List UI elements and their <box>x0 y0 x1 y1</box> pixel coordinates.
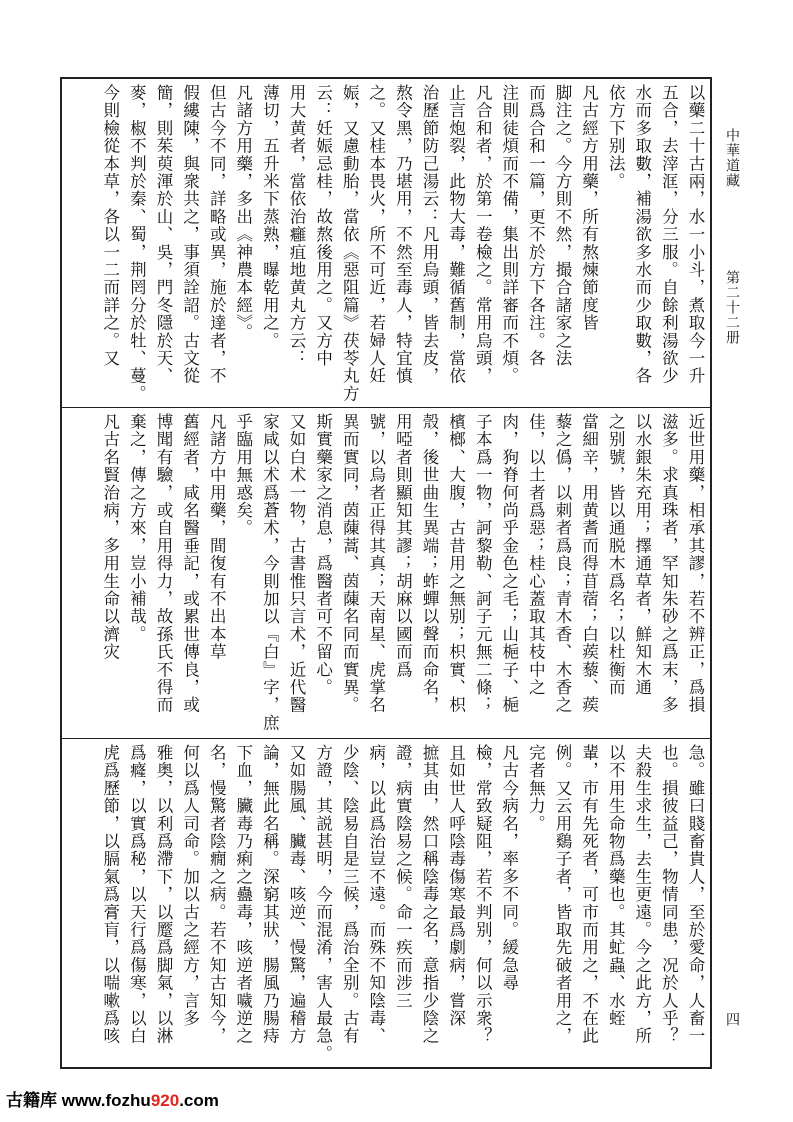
text-column: 當細辛，用黄耆而得苜蓿；白蒺藜、蒺 <box>579 413 599 714</box>
text-column: 少陰、陰易自是三候，爲治全别。古有 <box>340 744 360 1045</box>
book-title: 中華道藏 <box>724 128 740 188</box>
text-column: 治歷節防己湯云：凡用烏頭，皆去皮， <box>420 84 439 385</box>
text-column: 凡諸方中用藥，間復有不出本草 <box>207 413 227 661</box>
text-column: 也。損彼益己，物情同患，况於人乎？ <box>659 744 679 1045</box>
text-column: 以藥二十古兩，水一小斗，煮取今一升 <box>686 84 705 385</box>
site-footer <box>6 1086 219 1111</box>
text-column: 爲癃，以實爲秘，以天行爲傷寒，以白 <box>127 744 147 1045</box>
text-column: 娠，又慮動胎，當依《惡阻篇》茯苓丸方 <box>340 84 360 403</box>
text-column: 雅奥，以利爲滯下，以蹷爲脚氣，以淋 <box>154 744 173 1045</box>
text-column: 近世用藥，相承其謬，若不辨正，爲損 <box>686 413 705 714</box>
text-column: 之别號，皆以通脱木爲名；以杜衡而 <box>606 413 626 697</box>
text-column: 五合，去滓洭，分三服。自餘利湯欲少 <box>659 84 679 385</box>
text-column: 又如白术一物，古書惟只言术，近代醫 <box>287 413 306 714</box>
band-divider-1 <box>62 407 710 408</box>
text-column: 但古今不同，詳略或異，施於達者，不 <box>207 84 227 385</box>
band-divider-2 <box>62 738 710 739</box>
text-column: 以水銀朱充用；擇通草者，鮮知木通 <box>632 413 652 697</box>
text-column: 棄之，傳之方來，豈小補哉。 <box>127 413 147 644</box>
text-column: 熬令黑，乃堪用，不然至毒人，特宜慎 <box>393 84 413 385</box>
text-column: 例。又云用鷄子者，皆取先破者用之， <box>553 744 572 1045</box>
text-column: 名，慢驚者陰癇之病。若不知古知今， <box>207 744 227 1045</box>
text-column: 云：妊娠忌桂，故熬後用之。又方中 <box>313 84 333 368</box>
text-column: 博聞有驗，或自用得力，故孫氏不得而 <box>154 413 173 714</box>
text-column: 薄切，五升米下蒸熟，曝乾用之。 <box>260 84 280 350</box>
text-column: 凡古今病名，率多不同。緩急尋 <box>499 744 519 992</box>
text-column: 檳榔、大腹，古昔用之無别；枳實、枳 <box>446 413 466 714</box>
url-prefix: www.fozhu <box>61 1091 151 1110</box>
text-column: 斯實藥家之消息，爲醫者可不留心。 <box>313 413 333 697</box>
text-column: 凡古經方用藥，所有熬煉節度皆 <box>579 84 599 332</box>
text-column: 完者無力。 <box>526 744 546 833</box>
text-column: 證，病實陰易之候。命一疾而涉三 <box>393 744 413 1010</box>
text-column: 肉，狗脊何尚乎金色之毛；山梔子、梔 <box>499 413 519 714</box>
text-column: 夫殺生求生，去生更遠。今之此方，所 <box>632 744 652 1045</box>
text-column: 輩，市有先死者，可市而用之，不在此 <box>579 744 599 1045</box>
text-column: 凡諸方用藥，多出《神農本經》。 <box>233 84 253 342</box>
text-column: 虎爲歷節，以膈氣爲膏肓，以喘嗽爲咳 <box>100 744 120 1045</box>
text-column: 家咸以术爲蒼术，今則加以『白』字，庶 <box>260 413 280 732</box>
text-column: 佳，以土者爲惡；桂心蓋取其枝中之 <box>526 413 546 697</box>
text-column: 異而實同，茵蔯蒿、茵蔯名同而實異。 <box>340 413 360 714</box>
text-column: 又如腸風、臟毒、咳逆、慢驚，遍稽方 <box>287 744 306 1045</box>
text-column: 水而多取數，補湯欲多水而少取數，各 <box>632 84 652 385</box>
text-column: 麥，椒不判於秦、蜀，荆罔分於牡、蔓。 <box>127 84 147 403</box>
volume-label: 第二十二册 <box>724 270 740 345</box>
text-column: 檢，常致疑阻，若不判别，何以示衆？ <box>473 744 493 1045</box>
text-column: 舊經者，咸名醫垂記，或累世傳良，或 <box>180 413 200 714</box>
text-column: 脚注之。今方則不然，撮合諸家之法 <box>553 84 572 368</box>
url-suffix: .com <box>179 1091 219 1110</box>
text-column: 止言炮裂，此物大毒，難循舊制，當依 <box>446 84 466 385</box>
text-column: 今則檢從本草，各以一二而詳之。又 <box>100 84 120 368</box>
text-column: 之。又桂本畏火，所不可近，若婦人妊 <box>366 84 386 385</box>
text-column: 乎臨用無惑矣。 <box>233 413 253 537</box>
text-column: 注則徒煩而不備，集出則詳審而不煩。 <box>499 84 519 385</box>
text-column: 下血，臟毒乃痢之蠱毒，咳逆者噦逆之 <box>233 744 253 1045</box>
text-column: 假縷陳，與衆共之，事須詮詔。古文從 <box>180 84 200 385</box>
url-number: 920 <box>150 1091 180 1110</box>
text-column: 且如世人呼陰毒傷寒最爲劇病，嘗深 <box>446 744 466 1028</box>
text-column: 子本爲一物，訶黎勒、訶子元無二條； <box>473 413 493 714</box>
text-column: 摭其由，然口稱陰毒之名，意指少陰之 <box>420 744 439 1045</box>
text-column: 用大黄者，當依治癰疽地黄丸方云： <box>287 84 306 368</box>
text-column: 方證，其説甚明，今而混淆，害人最急。 <box>313 744 333 1063</box>
text-column: 而爲合和一篇，更不於方下各注。各 <box>526 84 546 368</box>
page-number: 四 <box>724 1012 740 1027</box>
text-column: 急。雖曰賤畜貴人，至於愛命，人畜一 <box>686 744 705 1045</box>
text-column: 殼，後世曲生異端；蚱蟬以聲而命名， <box>420 413 439 714</box>
text-column: 簡，則茱萸渾於山、吳，門冬隱於天、 <box>154 84 173 385</box>
text-column: 凡合和者，於第一卷檢之。常用烏頭， <box>473 84 493 385</box>
text-column: 依方下别法。 <box>606 84 626 191</box>
site-name: 古籍库 <box>6 1091 57 1110</box>
text-column: 何以爲人司命。加以古之經方，言多 <box>180 744 200 1028</box>
text-column: 號，以烏者正得其真；天南星、虎掌名 <box>366 413 386 714</box>
text-column: 藜之僞，以刺者爲良；青木香、木香之 <box>553 413 572 714</box>
text-column: 凡古名賢治病，多用生命以濟灾 <box>100 413 120 661</box>
text-column: 用啞者則顯知其謬；胡麻以國而爲 <box>393 413 413 679</box>
text-column: 論，無此名稱。深窮其狀，腸風乃腸痔 <box>260 744 280 1045</box>
text-column: 以不用生命物爲藥也。其虻蟲、水蛭 <box>606 744 626 1028</box>
text-column: 滋多。求真珠者，罕知朱砂之爲末，多 <box>659 413 679 714</box>
text-column: 病，以此爲治豈不遠。而殊不知陰毒、 <box>366 744 386 1045</box>
